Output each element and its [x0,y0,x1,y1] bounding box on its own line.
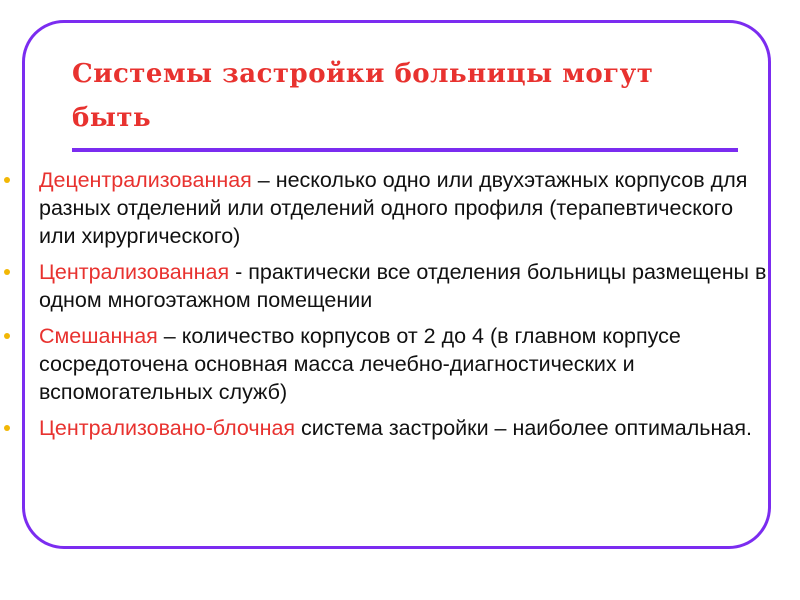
bullet-list [0,166,800,450]
item-text: – количество корпусов от 2 до 4 (в главном корпусе сосредоточена основная масса лечебно-диагностических и вспомогательных служб) [39,324,681,404]
bullet-dot-icon [4,269,10,275]
item-term: Смешанная [39,324,158,348]
item-term: Децентрализованная [39,168,252,192]
item-text: – несколько одно или двухэтажных корпусов для разных отделений или отделений одного профиля (терапевтического или хирургического) [39,168,748,248]
bullet-dot-icon [4,425,10,431]
item-term: Централизованная [39,260,230,284]
list-item [0,258,800,314]
list-item [0,414,800,442]
item-text: - практически все отделения больницы размещены в одном многоэтажном помещении [39,260,767,312]
slide-title: Системы застройки больницы могут быть [72,59,654,133]
item-term: Централизовано-блочная [39,416,296,440]
item-text: система застройки – наиболее оптимальная. [295,416,752,440]
list-item [0,166,800,250]
bullet-dot-icon [4,177,10,183]
bullet-dot-icon [4,333,10,339]
list-item [0,322,800,406]
title-divider [72,148,738,152]
